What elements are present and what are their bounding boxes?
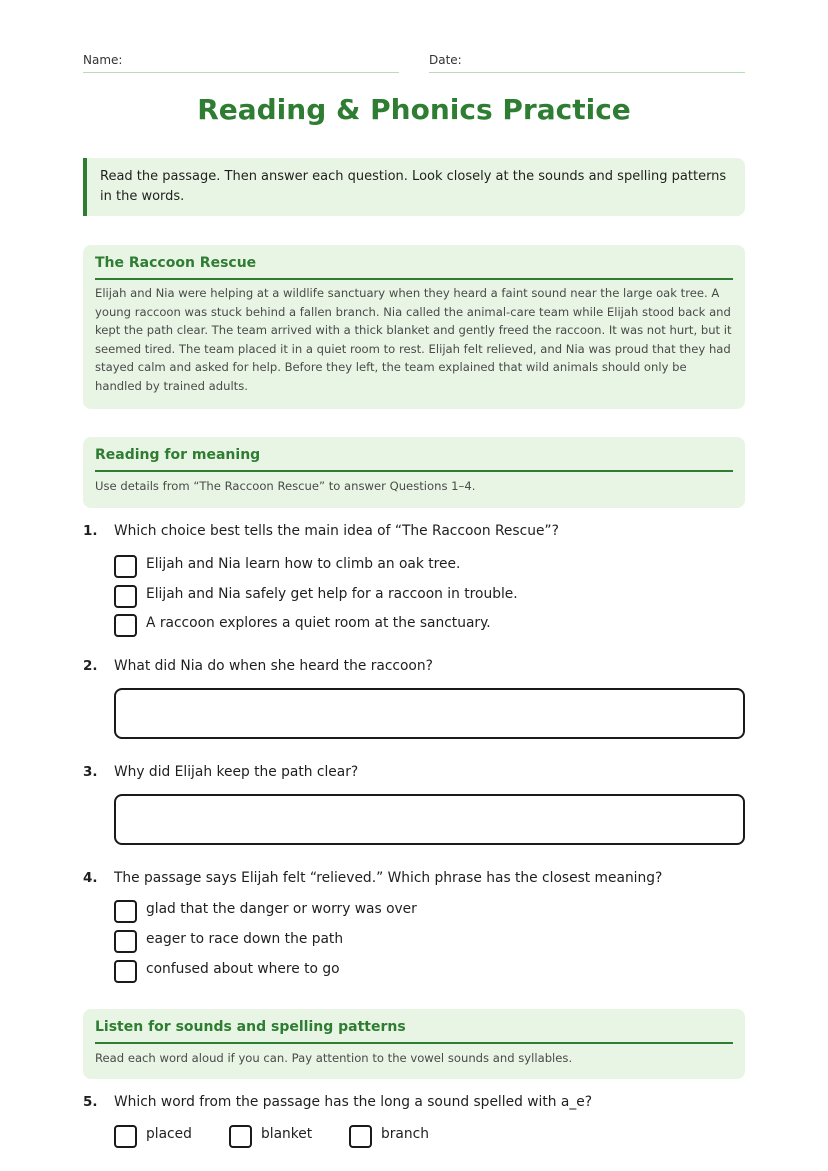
name-field[interactable] xyxy=(83,52,399,73)
option-text: eager to race down the path xyxy=(146,931,344,947)
question-number: 5. xyxy=(83,1094,98,1110)
answer-box-q2[interactable] xyxy=(114,688,745,739)
date-field[interactable] xyxy=(429,52,745,73)
checkbox[interactable] xyxy=(229,1125,252,1148)
option-text: A raccoon explores a quiet room at the sanctuary. xyxy=(146,615,491,631)
section-sounds-spelling xyxy=(83,1009,745,1079)
section-title: Reading for meaning xyxy=(95,447,733,472)
option-text: Elijah and Nia learn how to climb an oak tree. xyxy=(146,556,461,572)
checkbox[interactable] xyxy=(114,555,137,578)
header-fields xyxy=(83,52,745,74)
option-text: glad that the danger or worry was over xyxy=(146,901,417,917)
checkbox[interactable] xyxy=(114,1125,137,1148)
question-text: Which word from the passage has the long a sound spelled with a_e? xyxy=(114,1094,593,1110)
question-text: The passage says Elijah felt “relieved.” Which phrase has the closest meaning? xyxy=(114,870,663,886)
question-number: 4. xyxy=(83,870,98,886)
story-panel xyxy=(83,245,745,409)
question-number: 2. xyxy=(83,658,98,674)
option-text: placed xyxy=(146,1126,192,1142)
section-title: Listen for sounds and spelling patterns xyxy=(95,1019,733,1044)
story-text: Elijah and Nia were helping at a wildlife sanctuary when they heard a faint sound near the large oak tree. A young raccoon was stuck behind a fallen branch. Nia called the animal-care team while Elijah stood back and kept the path clear. The team arrived with a thick blanket and gently freed the raccoon. It was not hurt, but it seemed tired. The team placed it in a quiet room to rest. Elijah felt relieved, and Nia was proud that they had stayed calm and asked for help. Before they left, the team explained that wild animals should only be handled by trained adults. xyxy=(95,286,732,393)
question-number: 1. xyxy=(83,523,98,539)
section-text: Read each word aloud if you can. Pay attention to the vowel sounds and syllables. xyxy=(95,1051,573,1065)
story-title: The Raccoon Rescue xyxy=(95,255,733,280)
name-label: Name: xyxy=(83,53,123,67)
section-reading-meaning xyxy=(83,437,745,508)
page-title: Reading & Phonics Practice xyxy=(197,93,631,126)
instructions-callout: Read the passage. Then answer each question. Look closely at the sounds and spelling patterns in the words. xyxy=(83,158,745,216)
question-number: 3. xyxy=(83,764,98,780)
question-text: What did Nia do when she heard the raccoon? xyxy=(114,658,433,674)
checkbox[interactable] xyxy=(114,585,137,608)
option-text: Elijah and Nia safely get help for a raccoon in trouble. xyxy=(146,586,518,602)
checkbox[interactable] xyxy=(114,930,137,953)
section-text: Use details from “The Raccoon Rescue” to answer Questions 1–4. xyxy=(95,479,476,493)
checkbox[interactable] xyxy=(114,900,137,923)
date-label: Date: xyxy=(429,53,462,67)
checkbox[interactable] xyxy=(114,614,137,637)
option-text: branch xyxy=(381,1126,429,1142)
question-text: Why did Elijah keep the path clear? xyxy=(114,764,359,780)
checkbox[interactable] xyxy=(114,960,137,983)
question-text: Which choice best tells the main idea of “The Raccoon Rescue”? xyxy=(114,523,559,539)
checkbox[interactable] xyxy=(349,1125,372,1148)
option-text: blanket xyxy=(261,1126,313,1142)
option-text: confused about where to go xyxy=(146,961,340,977)
answer-box-q3[interactable] xyxy=(114,794,745,845)
